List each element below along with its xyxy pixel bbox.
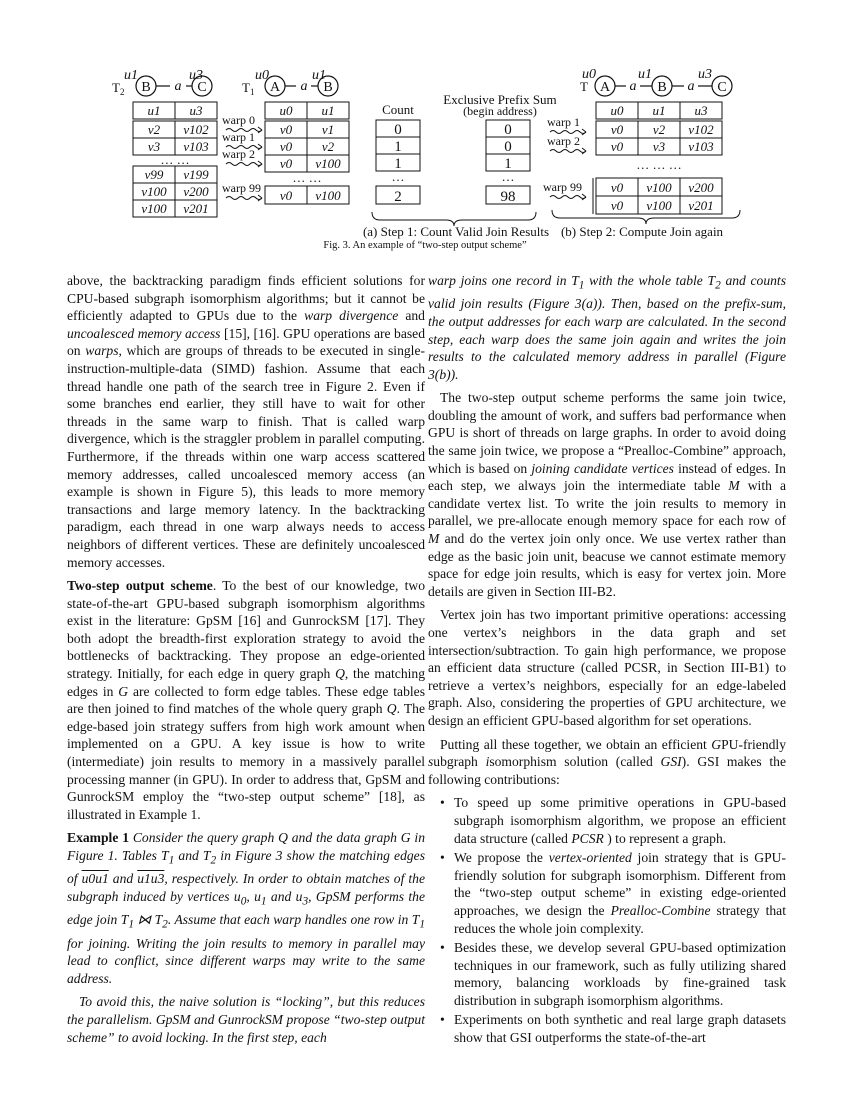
result-header: u1	[652, 103, 666, 118]
list-item: • Experiments on both synthetic and real large graph datasets show that GSI outperforms the state-of-the-art	[454, 1011, 786, 1046]
t1-cell: v1	[321, 122, 335, 137]
prefix-value: 0	[504, 122, 512, 138]
result-cell: v103	[688, 139, 714, 154]
t2-cell: v99	[144, 167, 164, 182]
result-cell: v0	[610, 122, 624, 137]
result-cell: v2	[652, 122, 666, 137]
paragraph: Putting all these together, we obtain an efficient GPU-friendly subgraph isomorphism solution (called GSI). GSI makes the following contributions:	[428, 736, 786, 787]
t2-cell: v199	[183, 167, 209, 182]
result-ellipsis: … … …	[636, 157, 682, 172]
result-vertex-a-label: A	[599, 80, 611, 95]
paragraph: Vertex join has two important primitive operations: accessing one vertex’s neighbors in the data graph and set intersection/subtraction. To gain high performance, we propose an efficient data structure (called PCSR, in Section III-B1) to retrieve a vertex’s neighbors, especially for an edge-labeled graph. Also, considering the properties of GPU architecture, we design an efficient GPU-based algorithm for set operations.	[428, 607, 786, 728]
paragraph: above, the backtracking paradigm finds efficient solutions for CPU-based subgraph isomorphism algorithms; but it cannot be efficiently adapted to GPUs due to the warp divergence and uncoalesced memory access [15], [16]. GPU operations are based on warps, which are groups of threads to be executed in single-instruction-multiple-data (SIMD) fashion. Assume that each thread handle one path of the search tree in Figure 2. Even if some branches end earlier, they still have to wait for other threads in the same warp to finish. That is called warp divergence, which is the straggler problem in parallel computing. Furthermore, if the threads within one warp access scattered memory addresses, called uncoalesced memory access (an example is shown in Figure 5), this leads to more memory transactions and large memory latency. In the backtracking paradigm, each thread in one warp always needs to access neighbors of different vertices. These are definitely uncoalesced memory accesses.	[67, 273, 426, 570]
t2-header-1: u1	[147, 103, 161, 118]
t1-cell: v0	[279, 122, 293, 137]
prefix-sum-column	[443, 92, 556, 205]
count-value: 1	[394, 139, 402, 155]
section-heading: Two-step output scheme	[67, 578, 213, 594]
t1-edge-label: a	[300, 79, 308, 94]
prefix-subtitle: (begin address)	[463, 104, 537, 118]
example-heading: Example 1	[67, 830, 129, 846]
t2-vertex-b-label: B	[141, 80, 151, 95]
count-column	[376, 102, 420, 205]
list-item: • Besides these, we develop several GPU-based optimization techniques in our framework, such as fully utilizing shared memory, balancing workloads by fine-grained task distribution in subgraph isomorphism algorithms.	[454, 939, 786, 1009]
result-cell: v100	[646, 180, 672, 195]
t1-u-left: u0	[255, 68, 269, 83]
t2-query-edge	[112, 68, 212, 97]
count-title: Count	[382, 102, 414, 117]
prefix-ellipsis: …	[501, 169, 515, 184]
list-item: • We propose the vertex-oriented join strategy that is GPU-friendly solution for subgraph isomorphism. Different from the “two-step output scheme” in existing edge-oriented approaches, we design the Prealloc-Combine strategy that reduces the whole join complexity.	[454, 849, 786, 937]
t2-cell: v100	[141, 184, 167, 199]
result-edge-label: a	[629, 79, 637, 94]
contribution-list	[428, 794, 786, 1046]
result-u0: u0	[582, 67, 596, 82]
t1-cell: v100	[315, 156, 341, 171]
paragraph: To avoid this, the naive solution is “locking”, but this reduces the parallelism. GpSM and GunrockSM propose “two-step output scheme” to avoid locking. In the first step, each	[67, 994, 425, 1045]
t2-u-right: u3	[189, 68, 203, 83]
t2-header-2: u3	[189, 103, 203, 118]
warp-label: warp 1	[547, 115, 580, 129]
t1-ellipsis: … …	[292, 170, 322, 185]
result-cell: v100	[646, 198, 672, 213]
right-column	[428, 272, 786, 1049]
result-cell: v3	[652, 139, 666, 154]
warp-arrow	[226, 163, 262, 166]
t1-cell: v0	[279, 139, 293, 154]
left-column	[67, 272, 425, 1052]
t2-vertex-c-label: C	[197, 80, 207, 95]
result-cell: v201	[688, 198, 714, 213]
result-cell: v102	[688, 122, 714, 137]
t1-u-right: u1	[312, 68, 326, 83]
warp-arrow	[550, 150, 586, 153]
count-value: 1	[394, 156, 402, 172]
result-cell: v200	[688, 180, 714, 195]
t1-header-2: u1	[321, 103, 335, 118]
warp-label: warp 2	[547, 134, 580, 148]
warp-label: warp 2	[222, 147, 255, 161]
prefix-value: 98	[500, 189, 516, 205]
warp-label: warp 1	[222, 130, 255, 144]
result-cell: v0	[610, 198, 624, 213]
t2-cell: v2	[147, 122, 161, 137]
t1-vertex-a-label: A	[269, 80, 281, 95]
result-header: u0	[610, 103, 624, 118]
paragraph: The two-step output scheme performs the same join twice, doubling the amount of work, and suffers bad performance when GPU is short of threads on large graphs. In order to avoid doing the same join twice, we propose a “Prealloc-Combine” approach, which is based on joining candidate vertices instead of edges. In each step, we always join the intermediate table M with a candidate vertex list. To write the join results to memory in parallel, we pre-allocate enough memory space for each row of M and do the vertex join only once. We use vertex rather than edge as the basic join unit, beacuse we cannot estimate memory space for edge join results, which is easy for vertex join. More details are given in Section III-B2.	[428, 390, 787, 599]
result-header: u3	[694, 103, 708, 118]
warp-label: warp 0	[222, 113, 255, 127]
warp-label: warp 99	[543, 180, 582, 194]
t1-cell: v100	[315, 188, 341, 203]
example-1: Example 1 Consider the query graph Q and the data graph G in Figure 1. Tables $T_1$ and $T_2$ in Figure 3 show the matching edges of u0u1 and u1u3, respectively. In order to obtain matches of the subgraph induced by vertices $u_0$, $u_1$ and $u_3$, GpSM performs the edge join $T_1$ ⋈ $T_2$. Assume that each warp handles one row in $T_1$ for joining. Writing the join results to memory in parallel may lead to conflict, since different warps may write to the same address.	[67, 830, 426, 986]
result-query-path	[580, 67, 732, 96]
t2-cell: v102	[183, 122, 209, 137]
warp-label: warp 99	[222, 181, 261, 195]
warp-arrow	[550, 196, 586, 199]
count-value: 0	[394, 122, 402, 138]
figure-3	[0, 0, 850, 262]
result-cell: v0	[610, 180, 624, 195]
paragraph: warp joins one record in $T_1$ with the whole table $T_2$ and counts valid join results (Figure 3(a)). Then, based on the prefix-sum, the output addresses for each warp are calculated. In the second step, each warp does the same join again and writes the join results to the calculated memory address in parallel (Figure 3(b)).	[428, 273, 787, 382]
step-b-label: (b) Step 2: Compute Join again	[560, 224, 724, 239]
result-u3: u3	[698, 67, 712, 82]
result-cell: v0	[610, 139, 624, 154]
figure-caption: Fig. 3. An example of “two-step output scheme”	[323, 240, 527, 251]
t2-cell: v103	[183, 139, 209, 154]
left-warps	[222, 113, 262, 201]
list-item: • To speed up some primitive operations in GPU-based subgraph isomorphism algorithm, we propose an efficient data structure (called PCSR ) to represent a graph.	[454, 794, 786, 847]
t1-cell: v2	[321, 139, 335, 154]
t2-cell: v201	[183, 201, 209, 216]
t1-cell: v0	[279, 188, 293, 203]
result-u1: u1	[638, 67, 652, 82]
t2-cell: v200	[183, 184, 209, 199]
t2-edge-label: a	[174, 79, 182, 94]
prefix-title: Exclusive Prefix Sum	[443, 92, 557, 107]
t1-vertex-b-label: B	[323, 80, 333, 95]
step-a-label: (a) Step 1: Count Valid Join Results	[362, 224, 550, 239]
t2-label: $T_2$	[112, 80, 125, 97]
right-warps	[543, 115, 586, 200]
count-value: 2	[394, 189, 402, 205]
prefix-value: 0	[504, 139, 512, 155]
t1-header-1: u0	[279, 103, 293, 118]
t1-label: $T_1$	[242, 80, 255, 97]
t1-query-edge	[242, 68, 338, 97]
warp-arrow	[226, 197, 262, 200]
result-label: T	[580, 79, 588, 94]
t2-ellipsis: … …	[160, 152, 190, 167]
count-ellipsis: …	[391, 169, 405, 184]
result-vertex-b-label: B	[657, 80, 667, 95]
result-edge-label-2: a	[687, 79, 695, 94]
prefix-value: 1	[504, 156, 512, 172]
t1-cell: v0	[279, 156, 293, 171]
t2-cell: v3	[147, 139, 161, 154]
t2-u-left: u1	[124, 68, 138, 83]
t1-table-text	[280, 103, 342, 203]
t2-cell: v100	[141, 201, 167, 216]
result-vertex-c-label: C	[717, 80, 727, 95]
paragraph-two-step: Two-step output scheme. To the best of our knowledge, two state-of-the-art GPU-based subgraph isomorphism algorithms exist in the literature: GpSM [16] and GunrockSM [17]. They both adopt the breadth-first exploration strategy to avoid the bottlenecks of backtracking. They propose an edge-oriented strategy. Initially, for each edge in query graph Q, the matching edges in G are collected to form edge tables. These edge tables are then joined to find matches of the whole query graph Q. The edge-based join strategy suffers from high work amount when implemented on a GPU. A key issue is how to write (intermediate) join results to memory in a massively parallel processing manner (in GPU). In order to address that, GpSM and GunrockSM employ the “two-step output scheme” [18], as illustrated in Example 1.	[67, 578, 426, 822]
